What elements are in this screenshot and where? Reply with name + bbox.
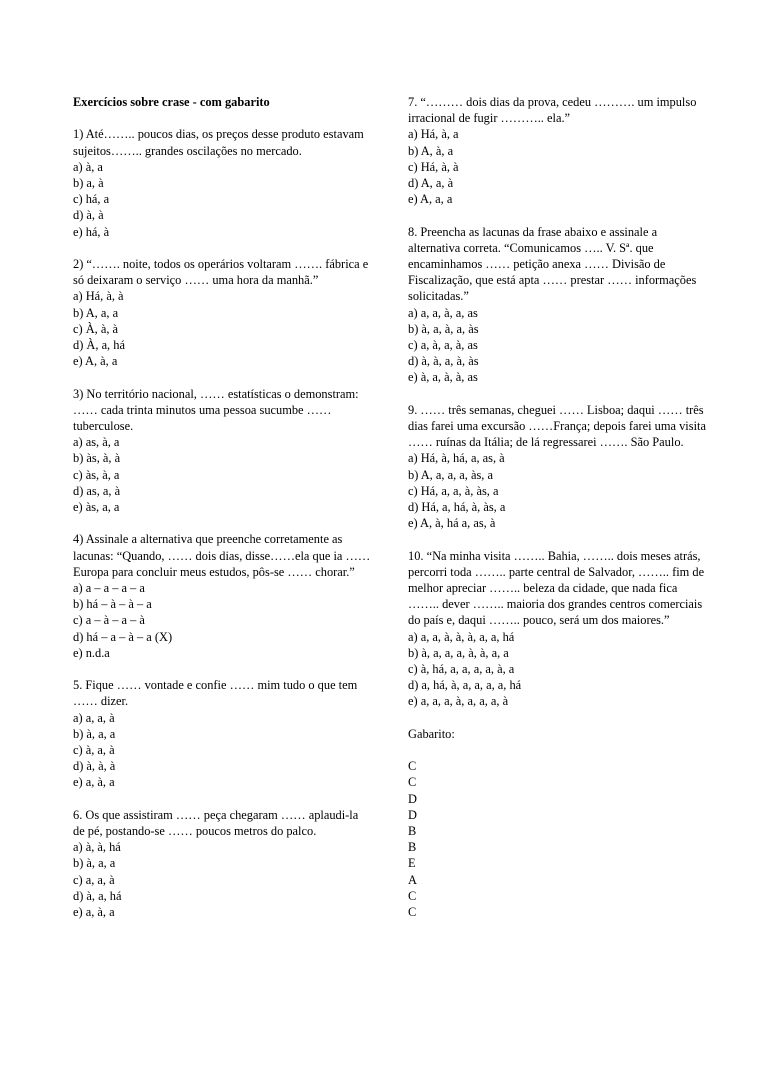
answer-option: b) à, a, a (73, 856, 116, 871)
question-block (408, 402, 708, 532)
answer-option: a) a, a, à (73, 710, 115, 725)
answer-option: d) a, há, à, a, a, a, a, há (408, 678, 522, 693)
answer-option: e) à, a, à, à, as (408, 370, 478, 385)
answer-option: d) à, à, à (73, 759, 116, 774)
answer-option: d) A, a, à (408, 176, 454, 191)
answer-option: e) A, à, há a, as, à (408, 516, 496, 531)
gabarito-answer: C (408, 905, 417, 920)
answer-option: d) À, a, há (73, 338, 125, 353)
answer-option: c) há, a (73, 192, 110, 207)
answer-option: c) à, há, a, a, a, a, à, a (408, 662, 515, 677)
gabarito-answer: C (408, 888, 417, 903)
answer-option: e) A, à, a (73, 354, 118, 369)
document-title: Exercícios sobre crase - com gabarito (73, 95, 270, 109)
answer-option: b) à, a, a, a, à, à, a, a (408, 645, 509, 660)
answer-option: b) há – à – à – a (73, 597, 152, 612)
question-block (73, 256, 373, 369)
answer-option: c) Há, à, à (408, 159, 459, 174)
question-block (73, 386, 373, 516)
answer-option: e) às, a, a (73, 500, 120, 515)
answer-option: b) A, a, a (73, 305, 119, 320)
answer-option: a) Há, à, a (408, 127, 459, 142)
answer-option: b) A, a, a, a, às, a (408, 467, 493, 482)
gabarito-answer: D (408, 791, 417, 806)
answer-option: e) a, à, a (73, 775, 115, 790)
question-stem: 9. …… três semanas, cheguei …… Lisboa; daqui …… três dias farei uma excursão ……França; depois farei uma visita …… ruínas da Itália; de lá regressarei ……. São Paulo. (408, 402, 706, 450)
question-stem: 1) Até…….. poucos dias, os preços desse produto estavam sujeitos…….. grandes oscilações no mercado. (73, 127, 364, 158)
question-stem: 7. “……… dois dias da prova, cedeu ………. um impulso irracional de fugir ……….. ela.” (408, 95, 697, 126)
answer-option: d) à, a, há (73, 888, 122, 903)
answer-option: c) a, a, à (73, 872, 115, 887)
answer-option: a) a – a – a – a (73, 581, 145, 596)
gabarito-answer: E (408, 856, 416, 871)
answer-option: e) a, à, a (73, 905, 115, 920)
question-block (73, 677, 373, 790)
answer-option: e) há, à (73, 224, 110, 239)
question-block (408, 94, 708, 207)
answer-option: a) Há, à, à (73, 289, 124, 304)
answer-option: b) à, a, a (73, 726, 116, 741)
gabarito-answer: C (408, 759, 417, 774)
question-block (408, 224, 708, 386)
answer-option: a) à, a (73, 159, 103, 174)
gabarito-answer: B (408, 824, 417, 839)
gabarito-answer: A (408, 872, 417, 887)
answer-option: c) À, à, à (73, 321, 119, 336)
question-block (73, 807, 373, 920)
question-block (408, 548, 708, 710)
gabarito-list (408, 758, 708, 920)
question-stem: 2) “……. noite, todos os operários voltaram ……. fábrica e só deixaram o serviço …… uma hora da manhã.” (73, 257, 369, 288)
left-questions (73, 126, 373, 920)
answer-option: b) à, a, à, a, às (408, 321, 479, 336)
gabarito-answer: D (408, 807, 417, 822)
answer-option: c) à, a, à (73, 743, 115, 758)
gabarito-answer: B (408, 840, 417, 855)
answer-option: d) há – a – à – a (X) (73, 629, 173, 644)
answer-option: b) A, à, a (408, 143, 454, 158)
right-column (408, 94, 708, 920)
answer-option: e) A, a, a (408, 192, 453, 207)
answer-option: a) as, à, a (73, 435, 120, 450)
answer-option: b) às, à, à (73, 451, 121, 466)
question-stem: 6. Os que assistiram …… peça chegaram …… aplaudi-la de pé, postando-se …… poucos metros do palco. (73, 807, 359, 839)
answer-option: a) Há, à, há, a, as, à (408, 451, 505, 466)
question-stem: 5. Fique …… vontade e confie …… mim tudo o que tem …… dizer. (73, 678, 358, 709)
answer-option: e) n.d.a (73, 645, 110, 660)
answer-option: d) as, a, à (73, 483, 121, 498)
answer-option: d) à, à (73, 208, 104, 223)
answer-option: c) a – à – a – à (73, 613, 145, 628)
answer-option: a) a, a, à, à, à, a, a, há (408, 629, 515, 644)
answer-option: d) Há, a, há, à, às, a (408, 500, 506, 515)
question-block (73, 531, 373, 661)
answer-option: a) a, a, à, a, as (408, 305, 478, 320)
answer-option: c) Há, a, a, à, às, a (408, 483, 499, 498)
answer-option: d) à, à, a, à, às (408, 354, 479, 369)
question-stem: 10. “Na minha visita …….. Bahia, …….. dois meses atrás, percorri toda …….. parte central de Salvador, …….. fim de melhor apreciar …….. beleza da cidade, que nada fica …….. dever …….. maioria dos grandes centros comerciais do país e, daqui …….. pouco, será um dos maiores.” (408, 548, 705, 628)
gabarito-heading: Gabarito: (408, 726, 455, 741)
question-stem: 3) No território nacional, …… estatísticas o demonstram: …… cada trinta minutos uma pessoa sucumbe …… tuberculose. (73, 386, 359, 434)
right-questions (408, 94, 708, 710)
left-column (73, 94, 373, 936)
answer-option: b) a, à (73, 176, 104, 190)
question-block (73, 126, 373, 239)
answer-option: c) a, à, a, à, as (408, 338, 478, 353)
gabarito-answer: C (408, 775, 417, 790)
question-stem: 8. Preencha as lacunas da frase abaixo e assinale a alternativa correta. “Comunicamos ….. V. Sª. que encaminhamos …… petição anexa …… Divisão de Fiscalização, que está apta …… prestar …… informações solicitadas.” (408, 224, 697, 304)
answer-option: c) às, à, a (73, 467, 120, 482)
answer-option: e) a, a, a, à, a, a, a, à (408, 694, 509, 709)
question-stem: 4) Assinale a alternativa que preenche corretamente as lacunas: “Quando, …… dois dias, disse……ela que ia …… Europa para concluir meus estudos, pôs-se …… chorar.” (73, 532, 371, 579)
answer-option: a) à, à, há (73, 840, 121, 855)
